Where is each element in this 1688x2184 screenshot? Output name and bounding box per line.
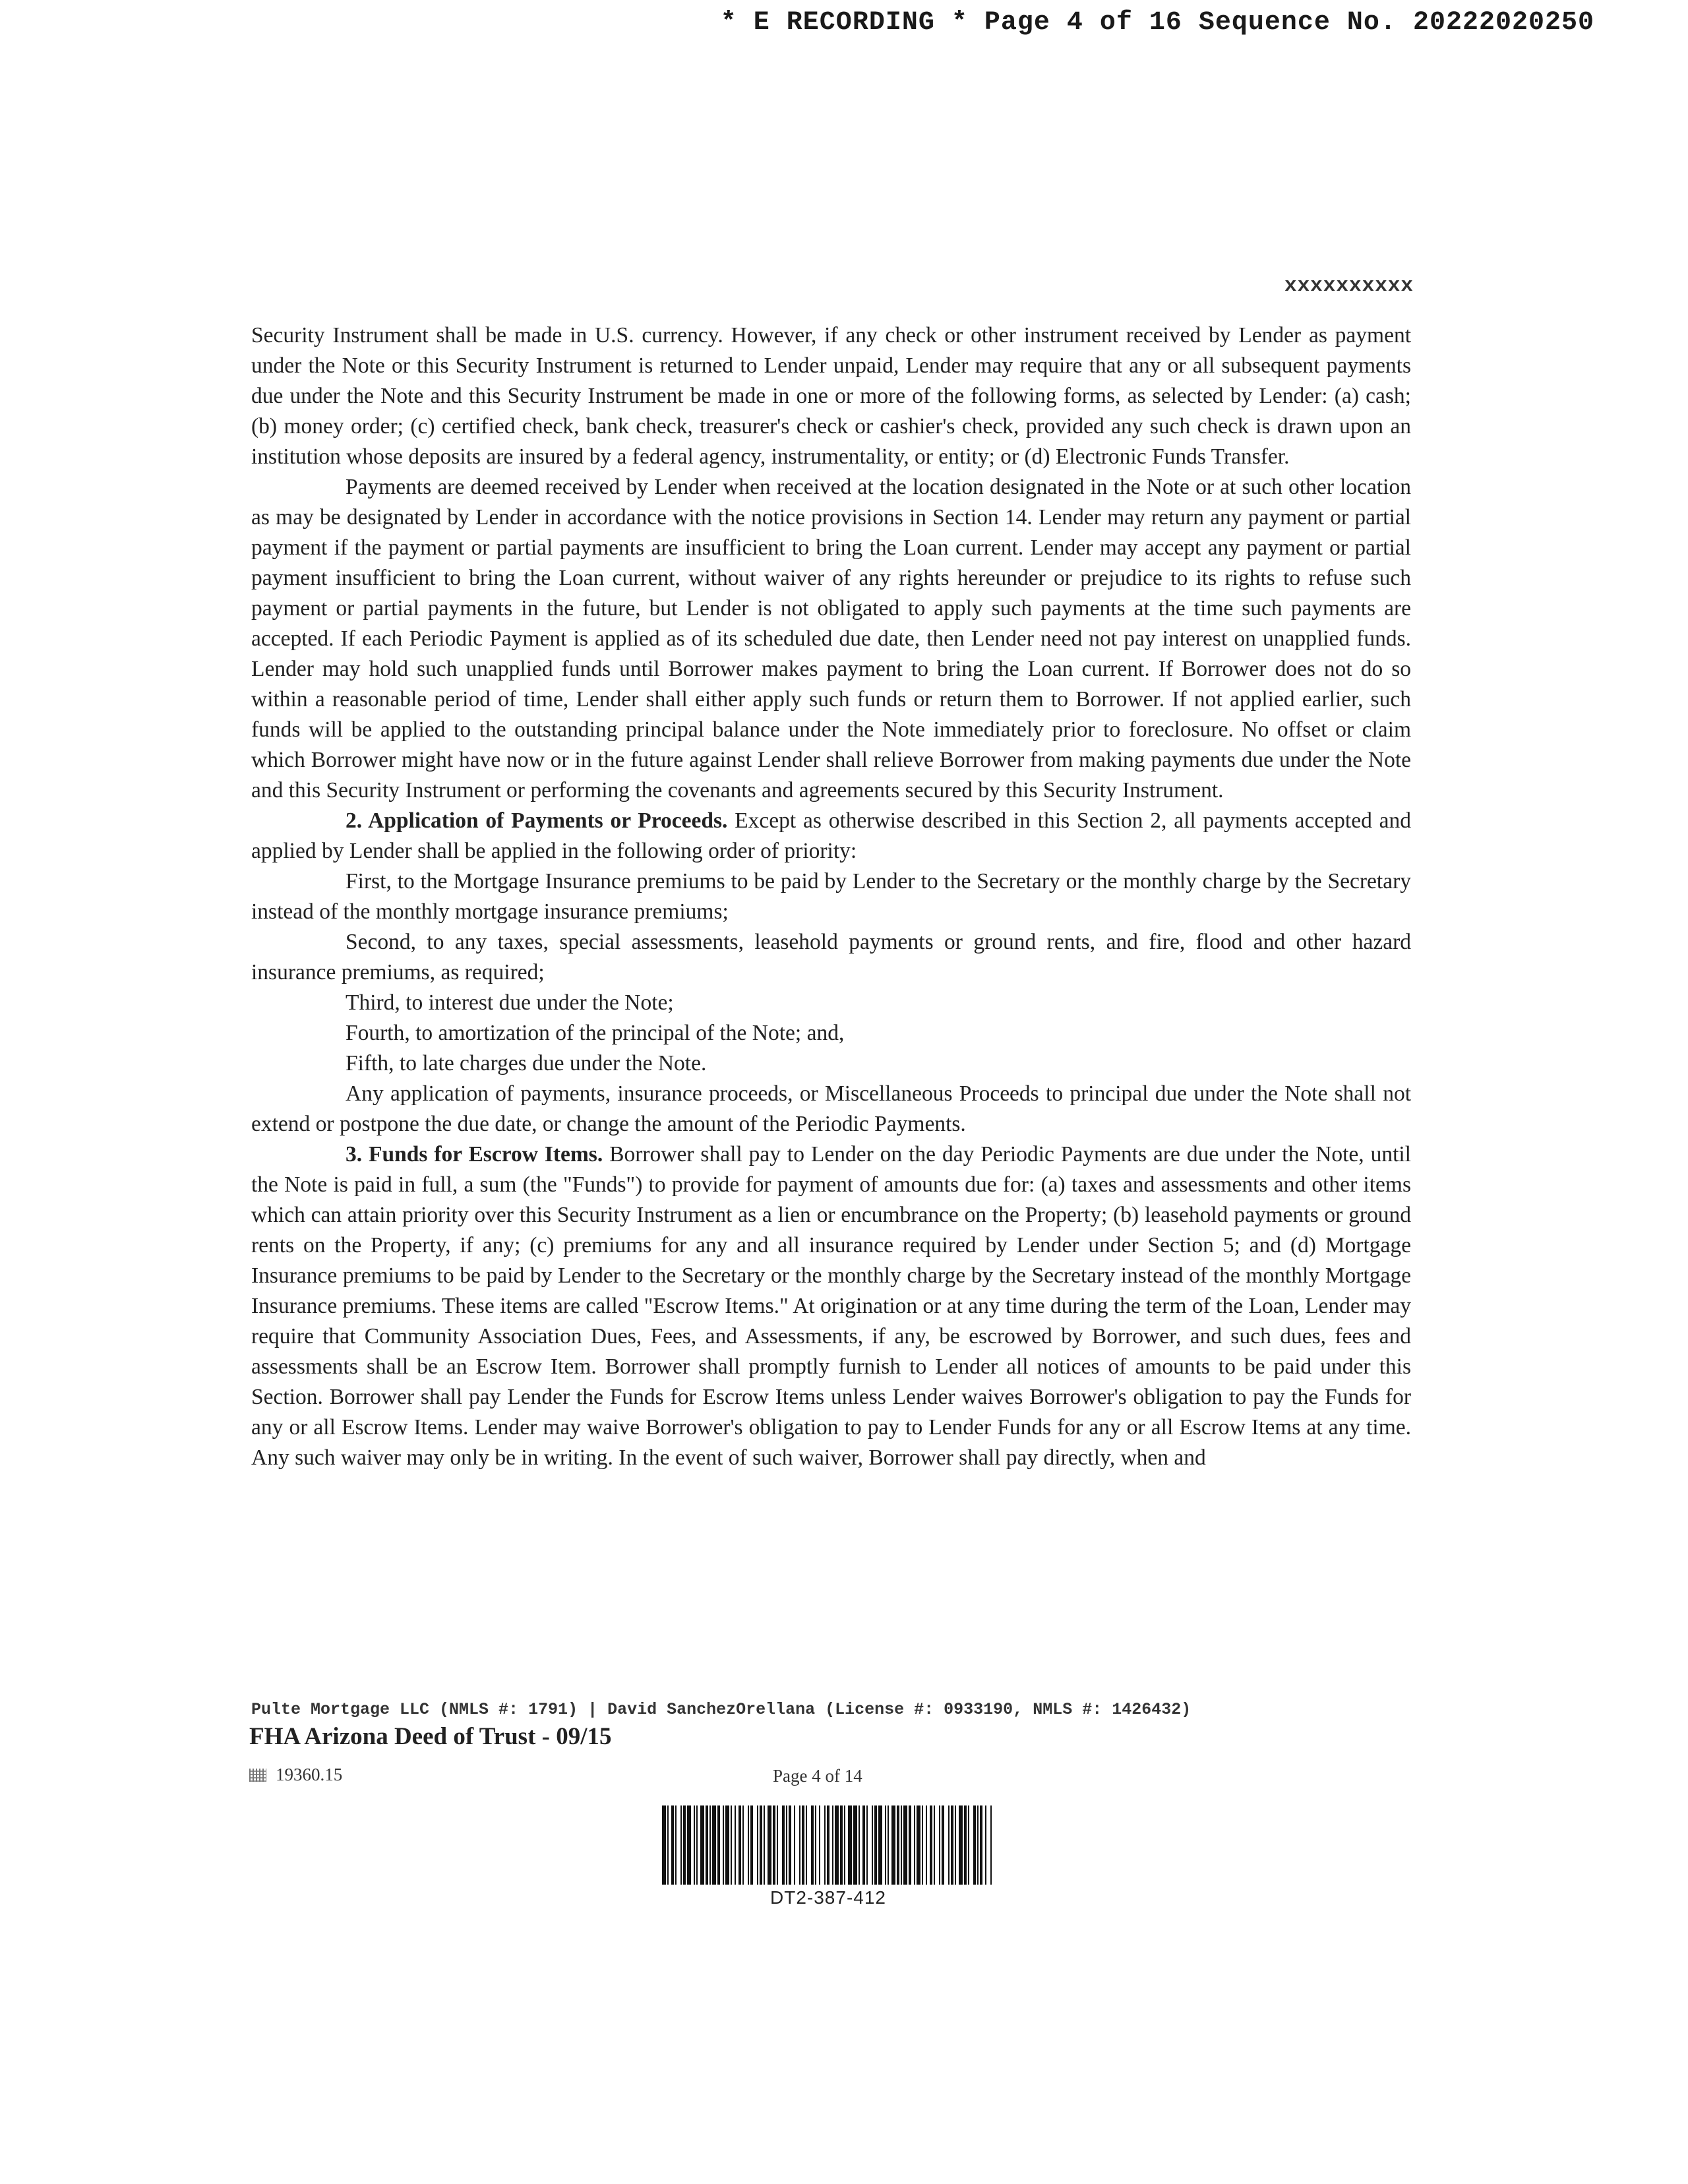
barcode-bar [914,1805,915,1885]
barcode-bar [667,1805,669,1885]
paragraph-text: Fourth, to amortization of the principal of the Note; and, [346,1021,845,1045]
barcode-bar [768,1805,771,1885]
broker-line: Pulte Mortgage LLC (NMLS #: 1791) | David SanchezOrellana (License #: 0933190, NMLS #: 1426432) [251,1700,1191,1719]
page-number: Page 4 of 14 [773,1766,862,1786]
barcode-bar [866,1805,868,1885]
barcode-bar [738,1805,741,1885]
barcode-bar [990,1805,992,1885]
barcode-bar [789,1805,791,1885]
paragraph-text: Third, to interest due under the Note; [346,990,674,1015]
form-code-text: 19360.15 [276,1765,343,1784]
barcode-bar [709,1805,711,1885]
paragraph-text: Security Instrument shall be made in U.S. currency. However, if any check or other instrument received by Lender as payment under the Note or this Security Instrument is returned to Lender unpaid, Lender may require that any or all subsequent payments due under the Note and this Security Instrument be made in one or more of the following forms, as selected by Lender: (a) cash; (b) money order; (c) certified check, bank check, treasurer's check or cashier's check, provided any such check is drawn upon an institution whose deposits are insured by a federal agency, instrumentality, or entity; or (d) Electronic Funds Transfer. [251,323,1411,469]
barcode-bar [675,1805,677,1885]
paragraph-text: Any application of payments, insurance proceeds, or Miscellaneous Proceeds to principal due under the Note shall not extend or postpone the due date, or change the amount of the Periodic Payments. [251,1081,1411,1136]
barcode-bar [901,1805,902,1885]
paragraph-text: Except as otherwise described in this Section 2, all payments accepted and applied by Lender shall be applied in the following order of priority: [251,808,1411,863]
paragraph [251,472,1411,806]
barcode-bar [909,1805,911,1885]
barcode-bar [773,1805,775,1885]
barcode-bar [757,1805,758,1885]
barcode-bar [917,1805,920,1885]
barcode-bar [848,1805,852,1885]
barcode-bar [985,1805,986,1885]
paragraph-text: Payments are deemed received by Lender when received at the location designated in the Note or at such other location as may be designated by Lender in accordance with the notice provisions in Section 14. Lender may return any payment or partial payment if the payment or partial payments are insufficient to bring the Loan current. Lender may accept any payment or partial payment insufficient to bring the Loan current, without waiver of any rights hereunder or prejudice to its rights to refuse such payment or partial payments in the future, but Lender is not obligated to apply such payments at the time such payments are accepted. If each Periodic Payment is applied as of its scheduled due date, then Lender need not pay interest on unapplied funds. Lender may hold such unapplied funds until Borrower makes payment to bring the Loan current. If Borrower does not do so within a reasonable period of time, Lender shall either apply such funds or return them to Borrower. If not applied earlier, such funds will be applied to the outstanding principal balance under the Note immediately prior to foreclosure. No offset or claim which Borrower might have now or in the future against Lender shall relieve Borrower from making payments due under the Note and this Security Instrument or performing the covenants and agreements secured by this Security Instrument. [251,475,1411,803]
barcode-bar [844,1805,845,1885]
barcode-bar [696,1805,698,1885]
barcode-bar [824,1805,826,1885]
barcode-bar [832,1805,833,1885]
barcode-bar [959,1805,963,1885]
paragraph [251,1018,1411,1048]
loan-number: xxxxxxxxxx [1284,274,1414,297]
barcode-bar [750,1805,753,1885]
barcode-bar [885,1805,886,1885]
barcode [659,1805,997,1908]
recording-header: * E RECORDING * Page 4 of 16 Sequence No. 20222020250 [720,8,1594,38]
paragraph [251,1139,1411,1473]
barcode-bar [683,1805,686,1885]
barcode-bar [687,1805,691,1885]
form-title: FHA Arizona Deed of Trust - 09/15 [249,1723,612,1750]
barcode-label: DT2-387-412 [770,1887,886,1908]
section-heading: 3. Funds for Escrow Items. [346,1142,603,1167]
paragraph-text: Second, to any taxes, special assessments, leasehold payments or ground rents, and fire, flood and other hazard insurance premiums, as required; [251,930,1411,985]
barcode-bar [934,1805,935,1885]
barcode-bar [700,1805,704,1885]
barcode-bar [723,1805,724,1885]
barcode-bar [735,1805,736,1885]
barcode-bar [872,1805,873,1885]
barcode-bar [964,1805,967,1885]
paragraph [251,866,1411,927]
barcode-bar [973,1805,976,1885]
barcode-bar [712,1805,716,1885]
barcode-bar [951,1805,953,1885]
barcode-bar [731,1805,732,1885]
barcode-bar [777,1805,778,1885]
barcode-bar [811,1805,814,1885]
barcode-bar [819,1805,820,1885]
barcode-bar [815,1805,816,1885]
paragraph [251,988,1411,1018]
paragraph-text: Borrower shall pay to Lender on the day Periodic Payments are due under the Note, until the Note is paid in full, a sum (the "Funds") to provide for payment of amounts due for: (a) taxes and assessments and other items which can attain priority over this Security Instrument as a lien or encumbrance on the Property; (b) leasehold payments or ground rents on the Property, if any; (c) premiums for any and all insurance required by Lender under Section 5; and (d) Mortgage Insurance premiums to be paid by Lender to the Secretary or the monthly charge by the Secretary instead of the monthly Mortgage Insurance premiums. These items are called "Escrow Items." At origination or at any time during the term of the Loan, Lender may require that Community Association Dues, Fees, and Assessments, if any, be escrowed by Borrower, and such dues, fees and assessments shall be an Escrow Item. Borrower shall promptly furnish to Lender all notices of amounts to be paid under this Section. Borrower shall pay Lender the Funds for Escrow Items unless Lender waives Borrower's obligation to pay the Funds for any or all Escrow Items. Lender may waive Borrower's obligation to pay to Lender Funds for any or all Escrow Items at any time. Any such waiver may only be in writing. In the event of such waiver, Borrower shall pay directly, when and [251,1142,1411,1470]
barcode-bar [977,1805,979,1885]
barcode-bar [806,1805,807,1885]
barcode-bar [786,1805,787,1885]
barcode-bar [706,1805,708,1885]
barcode-bar [891,1805,895,1885]
barcode-bar [742,1805,744,1885]
barcode-bar [764,1805,765,1885]
barcode-bar [802,1805,804,1885]
document-icon [249,1769,266,1782]
barcode-bar [827,1805,829,1885]
barcode-bar [922,1805,923,1885]
barcode-bar [680,1805,682,1885]
barcode-bar [948,1805,950,1885]
barcode-bar [794,1805,795,1885]
barcode-bar [930,1805,932,1885]
paragraph-text: Fifth, to late charges due under the Note. [346,1051,707,1076]
barcode-bar [903,1805,907,1885]
paragraph [251,927,1411,988]
barcode-bar [980,1805,982,1885]
barcode-bar [955,1805,956,1885]
barcode-bar [694,1805,695,1885]
barcode-bar [782,1805,785,1885]
barcode-bar [878,1805,882,1885]
barcode-bar [671,1805,674,1885]
form-code [249,1765,342,1785]
barcode-bar [862,1805,865,1885]
paragraph-text: First, to the Mortgage Insurance premiums to be paid by Lender to the Secretary or the monthly charge by the Secretary instead of the monthly mortgage insurance premiums; [251,869,1411,924]
section-heading: 2. Application of Payments or Proceeds. [346,808,728,833]
barcode-bar [840,1805,843,1885]
barcode-bar [717,1805,720,1885]
barcode-bar [859,1805,860,1885]
paragraph [251,320,1411,472]
barcode-bar [897,1805,899,1885]
barcode-bar [853,1805,857,1885]
barcode-bar [835,1805,839,1885]
barcode-bar [888,1805,889,1885]
paragraph [251,1048,1411,1079]
barcode-bar [942,1805,944,1885]
paragraph [251,806,1411,866]
barcode-bar [760,1805,762,1885]
barcode-bar [662,1805,666,1885]
barcode-bar [926,1805,927,1885]
paragraph [251,1079,1411,1139]
barcode-bar [748,1805,749,1885]
barcode-bar [968,1805,969,1885]
barcode-bar [874,1805,877,1885]
document-body [251,320,1411,1473]
barcode-bar [939,1805,940,1885]
barcode-icon [659,1805,997,1885]
barcode-bar [799,1805,800,1885]
barcode-bar [725,1805,729,1885]
